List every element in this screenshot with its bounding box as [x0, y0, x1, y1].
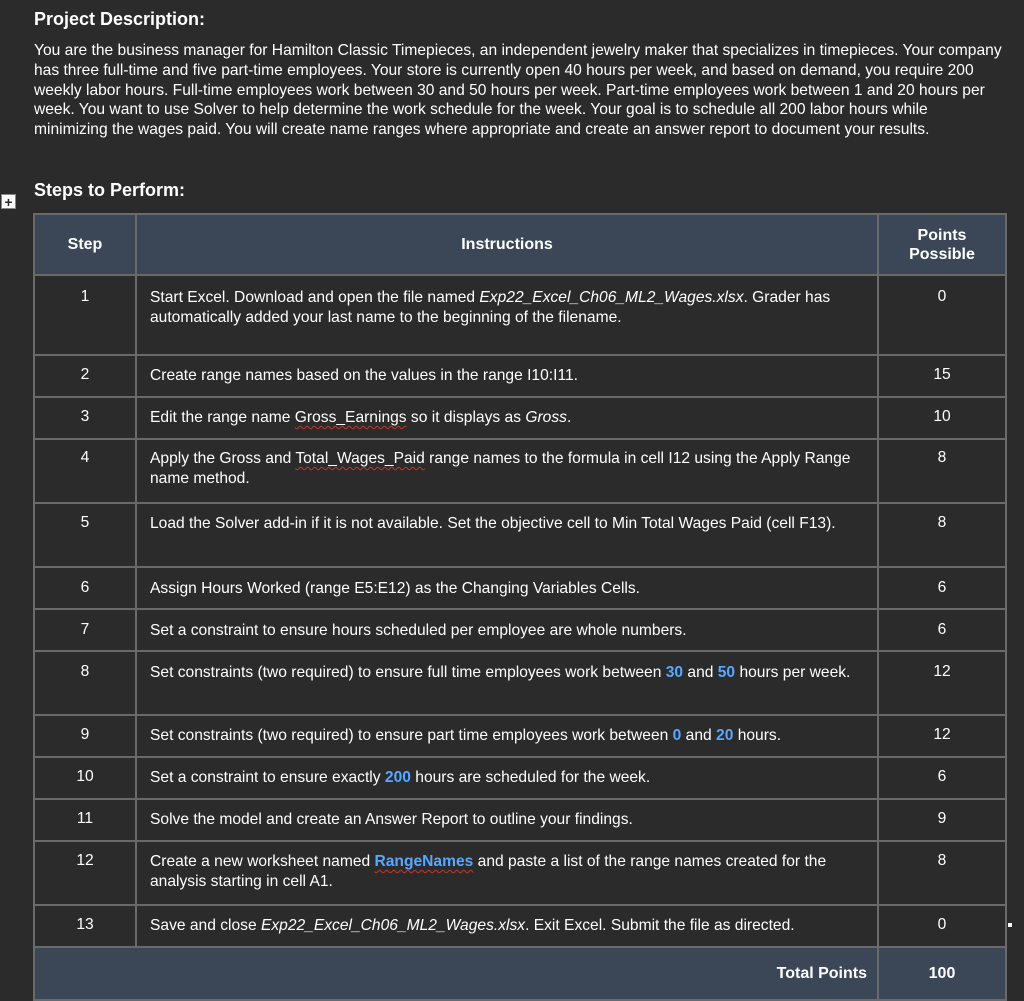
header-points-possible: Points Possible [878, 214, 1006, 275]
step-instruction: Set a constraint to ensure exactly 200 hours are scheduled for the week. [136, 757, 878, 799]
step-instruction: Set constraints (two required) to ensure full time employees work between 30 and 50 hours per week. [136, 651, 878, 715]
table-row [34, 757, 1006, 799]
table-row [34, 503, 1006, 567]
step-points: 6 [878, 609, 1006, 651]
step-instruction: Assign Hours Worked (range E5:E12) as the Changing Variables Cells. [136, 567, 878, 609]
step-number: 12 [34, 841, 136, 905]
table-row [34, 905, 1006, 947]
step-instruction: Apply the Gross and Total_Wages_Paid range names to the formula in cell I12 using the Apply Range name method. [136, 439, 878, 503]
step-points: 15 [878, 355, 1006, 397]
project-description-heading: Project Description: [34, 9, 206, 29]
step-points: 6 [878, 757, 1006, 799]
total-points-value: 100 [878, 947, 1006, 1000]
step-instruction: Save and close Exp22_Excel_Ch06_ML2_Wages.xlsx. Exit Excel. Submit the file as directed. [136, 905, 878, 947]
step-points: 12 [878, 651, 1006, 715]
total-points-label: Total Points [34, 947, 878, 1000]
step-number: 9 [34, 715, 136, 757]
step-instruction: Start Excel. Download and open the file named Exp22_Excel_Ch06_ML2_Wages.xlsx. Grader has automatically added your last name to the beginning of the filename. [136, 275, 878, 355]
steps-table [33, 213, 1007, 1001]
step-points: 6 [878, 567, 1006, 609]
step-instruction: Load the Solver add-in if it is not available. Set the objective cell to Min Total Wages Paid (cell F13). [136, 503, 878, 567]
step-points: 9 [878, 799, 1006, 841]
step-number: 8 [34, 651, 136, 715]
step-points: 8 [878, 841, 1006, 905]
table-row [34, 715, 1006, 757]
step-instruction: Solve the model and create an Answer Report to outline your findings. [136, 799, 878, 841]
table-row [34, 567, 1006, 609]
table-row [34, 651, 1006, 715]
step-instruction: Edit the range name Gross_Earnings so it displays as Gross. [136, 397, 878, 439]
step-instruction: Create range names based on the values in the range I10:I11. [136, 355, 878, 397]
resize-handle[interactable] [1008, 923, 1012, 927]
header-step: Step [34, 214, 136, 275]
step-points: 0 [878, 275, 1006, 355]
step-number: 7 [34, 609, 136, 651]
table-row [34, 799, 1006, 841]
step-points: 12 [878, 715, 1006, 757]
table-row [34, 609, 1006, 651]
table-row [34, 439, 1006, 503]
steps-heading: Steps to Perform: [34, 180, 186, 200]
step-number: 1 [34, 275, 136, 355]
table-header-row [34, 214, 1006, 275]
move-handle-icon[interactable]: + [1, 194, 16, 209]
step-points: 8 [878, 439, 1006, 503]
step-number: 4 [34, 439, 136, 503]
step-points: 10 [878, 397, 1006, 439]
step-instruction: Create a new worksheet named RangeNames and paste a list of the range names created for the analysis starting in cell A1. [136, 841, 878, 905]
table-row [34, 355, 1006, 397]
step-points: 8 [878, 503, 1006, 567]
table-row [34, 275, 1006, 355]
step-number: 2 [34, 355, 136, 397]
step-number: 6 [34, 567, 136, 609]
step-points: 0 [878, 905, 1006, 947]
step-instruction: Set a constraint to ensure hours scheduled per employee are whole numbers. [136, 609, 878, 651]
table-row [34, 397, 1006, 439]
step-number: 3 [34, 397, 136, 439]
total-row [34, 947, 1006, 1000]
table-row [34, 841, 1006, 905]
step-number: 13 [34, 905, 136, 947]
step-number: 11 [34, 799, 136, 841]
step-instruction: Set constraints (two required) to ensure part time employees work between 0 and 20 hours. [136, 715, 878, 757]
step-number: 10 [34, 757, 136, 799]
step-number: 5 [34, 503, 136, 567]
project-description-text: You are the business manager for Hamilton Classic Timepieces, an independent jewelry maker that specializes in timepieces. Your company has three full-time and five part-time employees. Your store is currently open 40 hours per week, and based on demand, you require 200 weekly labor hours. Full-time employees work between 30 and 50 hours per week. Part-time employees work between 1 and 20 hours per week. You want to use Solver to help determine the work schedule for the week. Your goal is to schedule all 200 labor hours while minimizing the wages paid. You will create name ranges where appropriate and create an answer report to document your results. [34, 42, 1002, 139]
header-instructions: Instructions [136, 214, 878, 275]
